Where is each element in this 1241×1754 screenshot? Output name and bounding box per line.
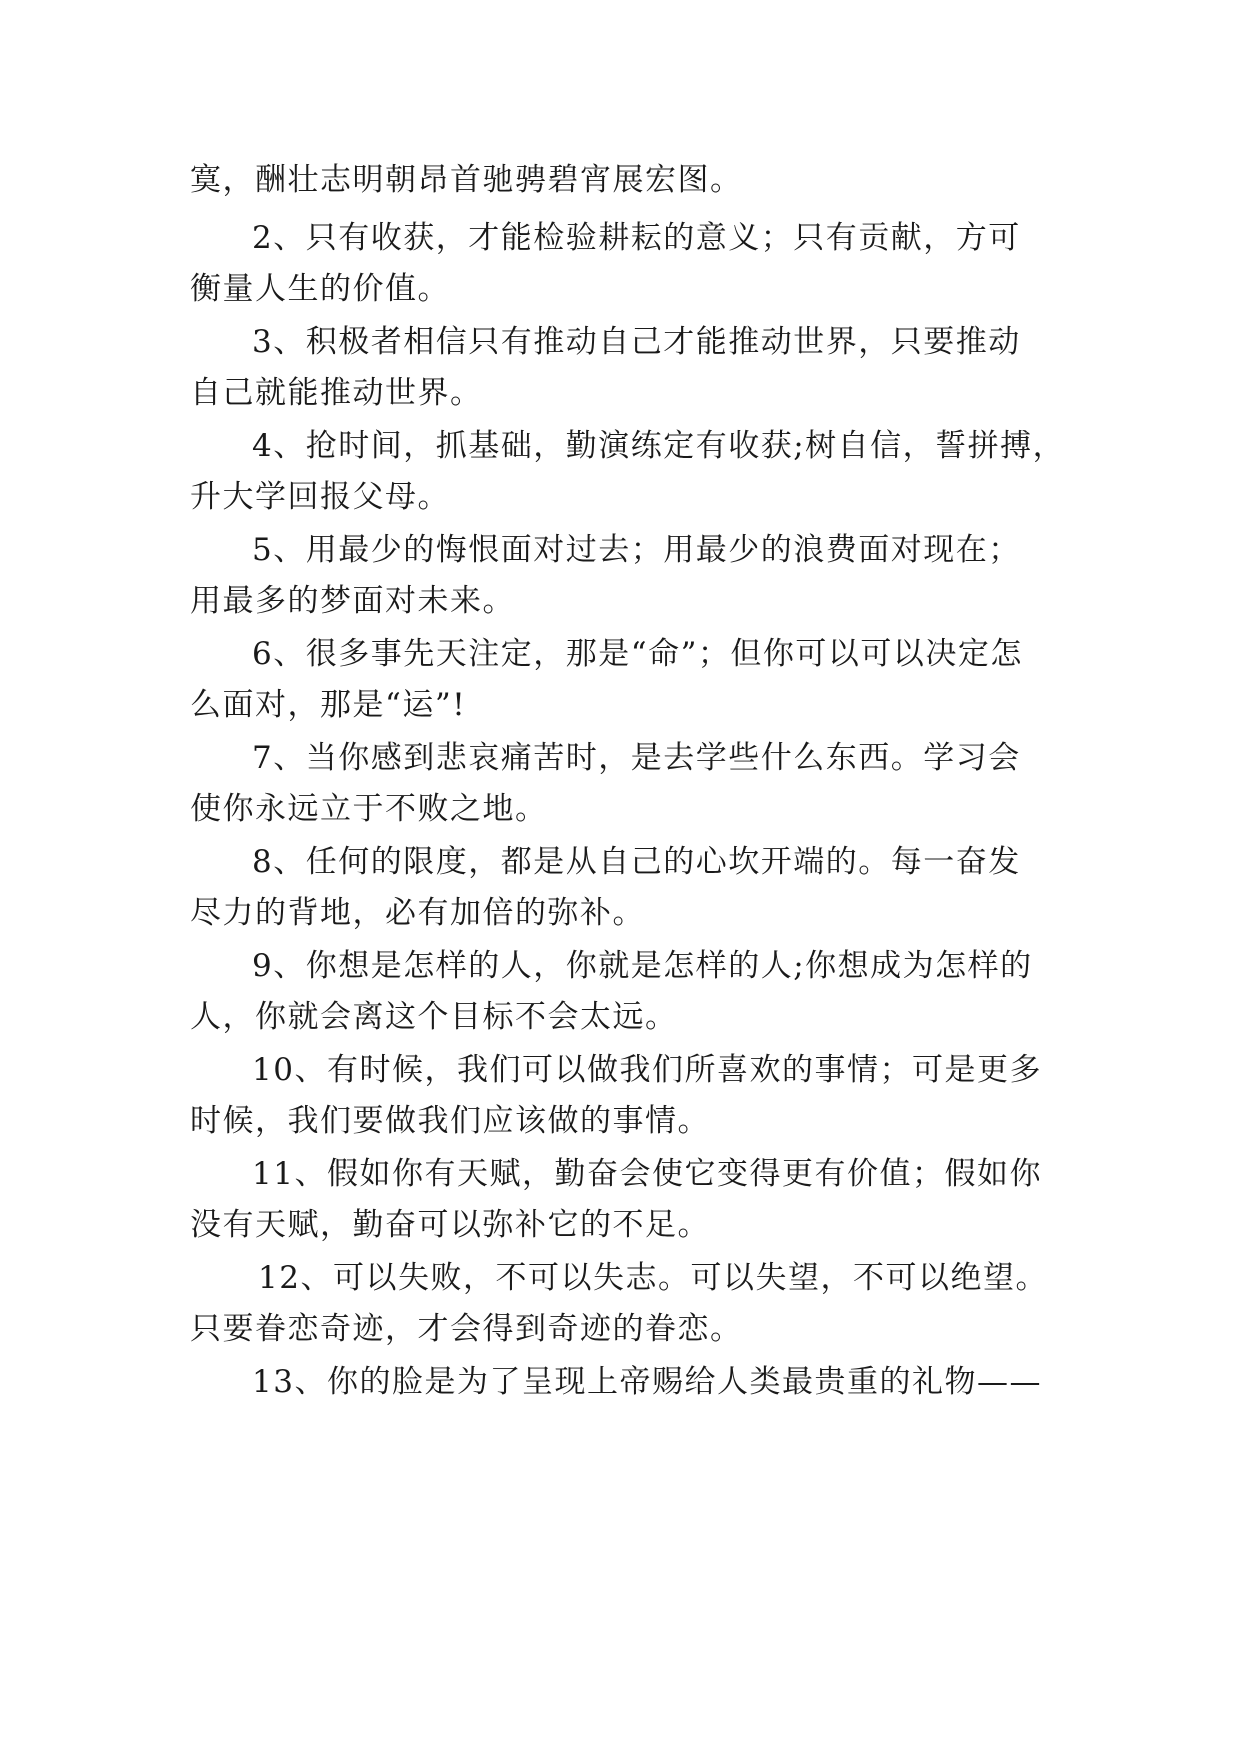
- text-line: 么面对，那是“运”!: [190, 687, 467, 723]
- text-line: 时候，我们要做我们应该做的事情。: [190, 1103, 710, 1139]
- text-line: 7、当你感到悲哀痛苦时，是去学些什么东西。学习会: [252, 740, 1021, 776]
- text-line: 只要眷恋奇迹，才会得到奇迹的眷恋。: [190, 1311, 743, 1347]
- text-line: 3、积极者相信只有推动自己才能推动世界，只要推动: [252, 324, 1021, 360]
- text-line: 使你永远立于不败之地。: [190, 791, 548, 827]
- text-line: 升大学回报父母。: [190, 479, 450, 515]
- text-line: 5、用最少的悔恨面对过去；用最少的浪费面对现在；: [252, 532, 1021, 568]
- text-line: 11、假如你有天赋，勤奋会使它变得更有价值；假如你: [252, 1156, 1042, 1192]
- text-line: 6、很多事先天注定，那是“命”；但你可以可以决定怎: [252, 636, 1023, 672]
- text-line: 12、可以失败，不可以失志。可以失望，不可以绝望。: [258, 1260, 1048, 1296]
- text-line: 用最多的梦面对未来。: [190, 583, 515, 619]
- text-line: 2、只有收获，才能检验耕耘的意义；只有贡献，方可: [252, 220, 1021, 256]
- text-line: 衡量人生的价值。: [190, 271, 450, 307]
- text-line: 自己就能推动世界。: [190, 375, 483, 411]
- text-line: 没有天赋，勤奋可以弥补它的不足。: [190, 1207, 710, 1243]
- text-line: 寞，酬壮志明朝昂首驰骋碧宵展宏图。: [190, 162, 743, 198]
- text-line: 13、你的脸是为了呈现上帝赐给人类最贵重的礼物——: [252, 1364, 1042, 1400]
- text-line: 4、抢时间，抓基础，勤演练定有收获;树自信，誓拼搏，: [252, 428, 1066, 464]
- text-line: 9、你想是怎样的人，你就是怎样的人;你想成为怎样的: [252, 948, 1033, 984]
- text-line: 人，你就会离这个目标不会太远。: [190, 999, 678, 1035]
- text-line: 8、任何的限度，都是从自己的心坎开端的。每一奋发: [252, 844, 1021, 880]
- text-line: 10、有时候，我们可以做我们所喜欢的事情；可是更多: [252, 1052, 1042, 1088]
- text-line: 尽力的背地，必有加倍的弥补。: [190, 895, 645, 931]
